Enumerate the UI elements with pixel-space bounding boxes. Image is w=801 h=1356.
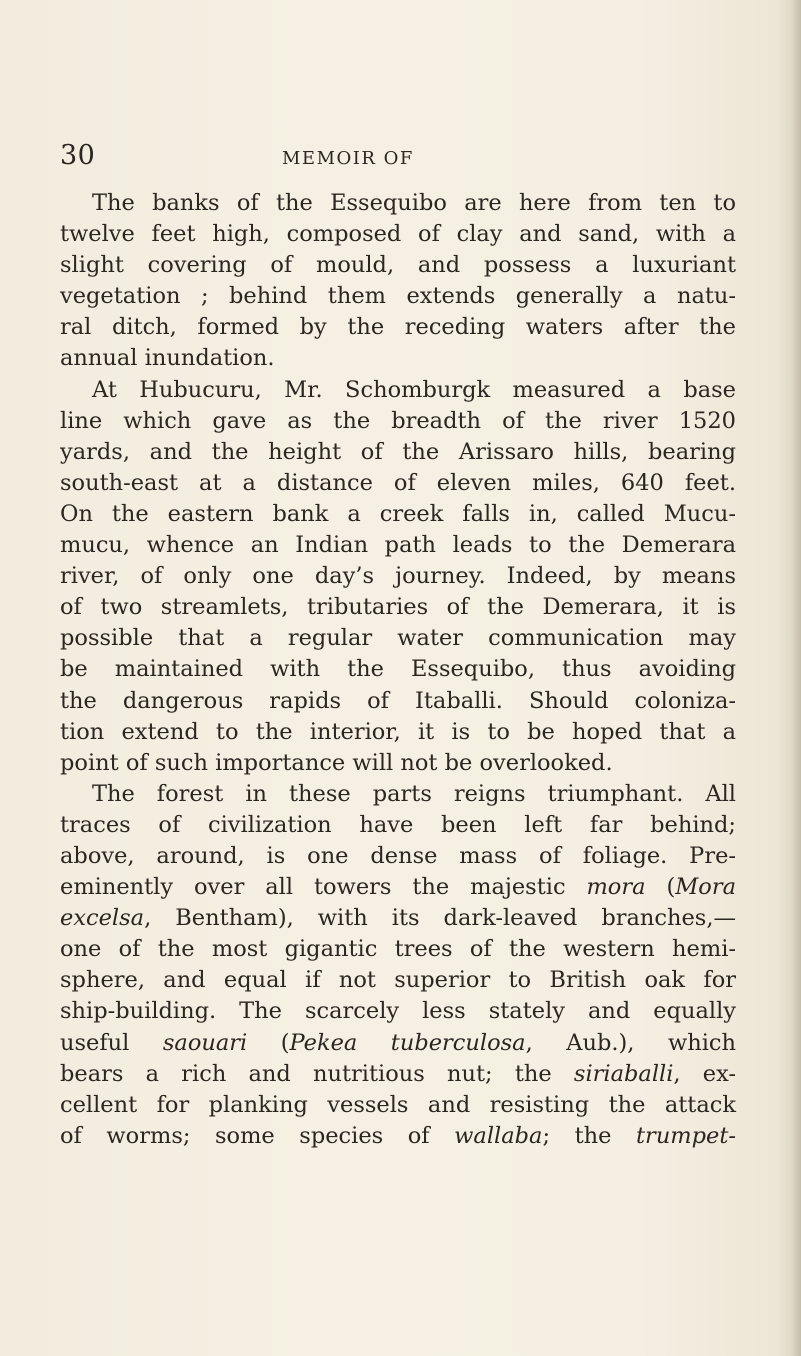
text-line: above, around, is one dense mass of foliage. Pre- [60,842,736,869]
page-edge-shadow [791,0,801,1356]
text-line: vegetation ; behind them extends generally a natu- [60,283,736,310]
text-line: twelve feet high, composed of clay and sand, with a [60,221,736,248]
text-line: mucu, whence an Indian path leads to the Demerara [60,532,736,559]
text-line: line which gave as the breadth of the river 1520 [60,407,736,434]
page-number: 30 [60,140,96,171]
text-line: At Hubucuru, Mr. Schomburgk measured a base [92,376,736,403]
text-line: cellent for planking vessels and resisting the attack [60,1091,736,1118]
text-line: slight covering of mould, and possess a luxuriant [60,252,736,279]
text-line: annual inundation. [60,345,275,372]
text-line: useful saouari (Pekea tuberculosa, Aub.), which [60,1029,736,1056]
text-line: of two streamlets, tributaries of the Demerara, it is [60,594,736,621]
body-text [60,188,736,1152]
text-line: eminently over all towers the majestic mora (Mora [60,874,736,901]
text-line: The forest in these parts reigns triumphant. All [92,780,736,807]
text-line: the dangerous rapids of Itaballi. Should coloniza- [60,687,736,714]
text-line: excelsa, Bentham), with its dark-leaved branches,— [60,905,736,932]
running-head-title: MEMOIR OF [282,148,414,169]
text-line: of worms; some species of wallaba; the trumpet- [60,1122,737,1149]
text-line: be maintained with the Essequibo, thus avoiding [60,656,736,683]
text-line: possible that a regular water communication may [60,625,736,652]
running-head [60,140,740,180]
text-line: The banks of the Essequibo are here from ten to [92,190,736,216]
text-line: traces of civilization have been left far behind; [60,811,736,838]
text-line: one of the most gigantic trees of the western hemi- [60,936,736,963]
text-line: sphere, and equal if not superior to British oak for [60,967,736,994]
text-line: On the eastern bank a creek falls in, called Mucu- [60,500,736,527]
text-line: tion extend to the interior, it is to be hoped that a [60,718,736,745]
text-line: river, of only one day’s journey. Indeed, by means [60,563,736,590]
text-line: ral ditch, formed by the receding waters after the [60,314,736,341]
text-line: yards, and the height of the Arissaro hills, bearing [60,438,736,465]
text-line: point of such importance will not be overlooked. [60,749,613,776]
text-line: ship-building. The scarcely less stately and equally [60,998,736,1025]
text-line: bears a rich and nutritious nut; the siriaballi, ex- [60,1060,736,1087]
text-line: south-east at a distance of eleven miles, 640 feet. [60,469,736,496]
